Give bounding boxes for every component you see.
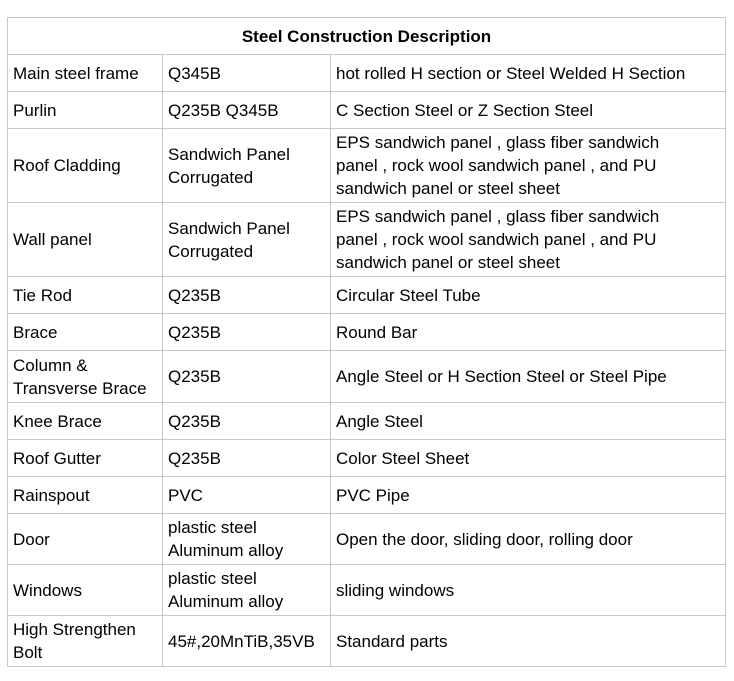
component-cell: Roof Gutter — [8, 440, 163, 477]
table-row — [8, 616, 726, 667]
component-cell: High Strengthen Bolt — [8, 616, 163, 667]
table-row — [8, 565, 726, 616]
table-row — [8, 440, 726, 477]
description-cell: C Section Steel or Z Section Steel — [331, 92, 726, 129]
table-row — [8, 92, 726, 129]
table-row — [8, 55, 726, 92]
description-cell: Open the door, sliding door, rolling door — [331, 514, 726, 565]
component-cell: Tie Rod — [8, 277, 163, 314]
material-cell: Sandwich Panel Corrugated — [163, 129, 331, 203]
material-cell: Q235B — [163, 277, 331, 314]
steel-construction-table — [7, 17, 726, 667]
description-cell: Circular Steel Tube — [331, 277, 726, 314]
table-row — [8, 314, 726, 351]
component-cell: Rainspout — [8, 477, 163, 514]
material-cell: plastic steel Aluminum alloy — [163, 565, 331, 616]
material-cell: Q235B — [163, 403, 331, 440]
description-cell: Angle Steel — [331, 403, 726, 440]
component-cell: Door — [8, 514, 163, 565]
table-title-row — [8, 18, 726, 55]
component-cell: Knee Brace — [8, 403, 163, 440]
description-cell: PVC Pipe — [331, 477, 726, 514]
table-title: Steel Construction Description — [8, 18, 726, 55]
component-cell: Roof Cladding — [8, 129, 163, 203]
material-cell: Q345B — [163, 55, 331, 92]
material-cell: Q235B — [163, 351, 331, 403]
material-cell: Q235B — [163, 314, 331, 351]
table-row — [8, 129, 726, 203]
table-row — [8, 514, 726, 565]
component-cell: Main steel frame — [8, 55, 163, 92]
component-cell: Windows — [8, 565, 163, 616]
material-cell: Q235B — [163, 440, 331, 477]
material-cell: Sandwich Panel Corrugated — [163, 203, 331, 277]
description-cell: EPS sandwich panel , glass fiber sandwich panel , rock wool sandwich panel , and PU sandwich panel or steel sheet — [331, 203, 726, 277]
table-row — [8, 351, 726, 403]
component-cell: Wall panel — [8, 203, 163, 277]
description-cell: Color Steel Sheet — [331, 440, 726, 477]
material-cell: PVC — [163, 477, 331, 514]
table-row — [8, 477, 726, 514]
description-cell: sliding windows — [331, 565, 726, 616]
table-row — [8, 277, 726, 314]
description-cell: EPS sandwich panel , glass fiber sandwich panel , rock wool sandwich panel , and PU sandwich panel or steel sheet — [331, 129, 726, 203]
material-cell: plastic steel Aluminum alloy — [163, 514, 331, 565]
material-cell: Q235B Q345B — [163, 92, 331, 129]
description-cell: Round Bar — [331, 314, 726, 351]
component-cell: Purlin — [8, 92, 163, 129]
component-cell: Brace — [8, 314, 163, 351]
description-cell: hot rolled H section or Steel Welded H Section — [331, 55, 726, 92]
table-row — [8, 403, 726, 440]
description-cell: Standard parts — [331, 616, 726, 667]
description-cell: Angle Steel or H Section Steel or Steel Pipe — [331, 351, 726, 403]
component-cell: Column & Transverse Brace — [8, 351, 163, 403]
material-cell: 45#,20MnTiB,35VB — [163, 616, 331, 667]
table-row — [8, 203, 726, 277]
